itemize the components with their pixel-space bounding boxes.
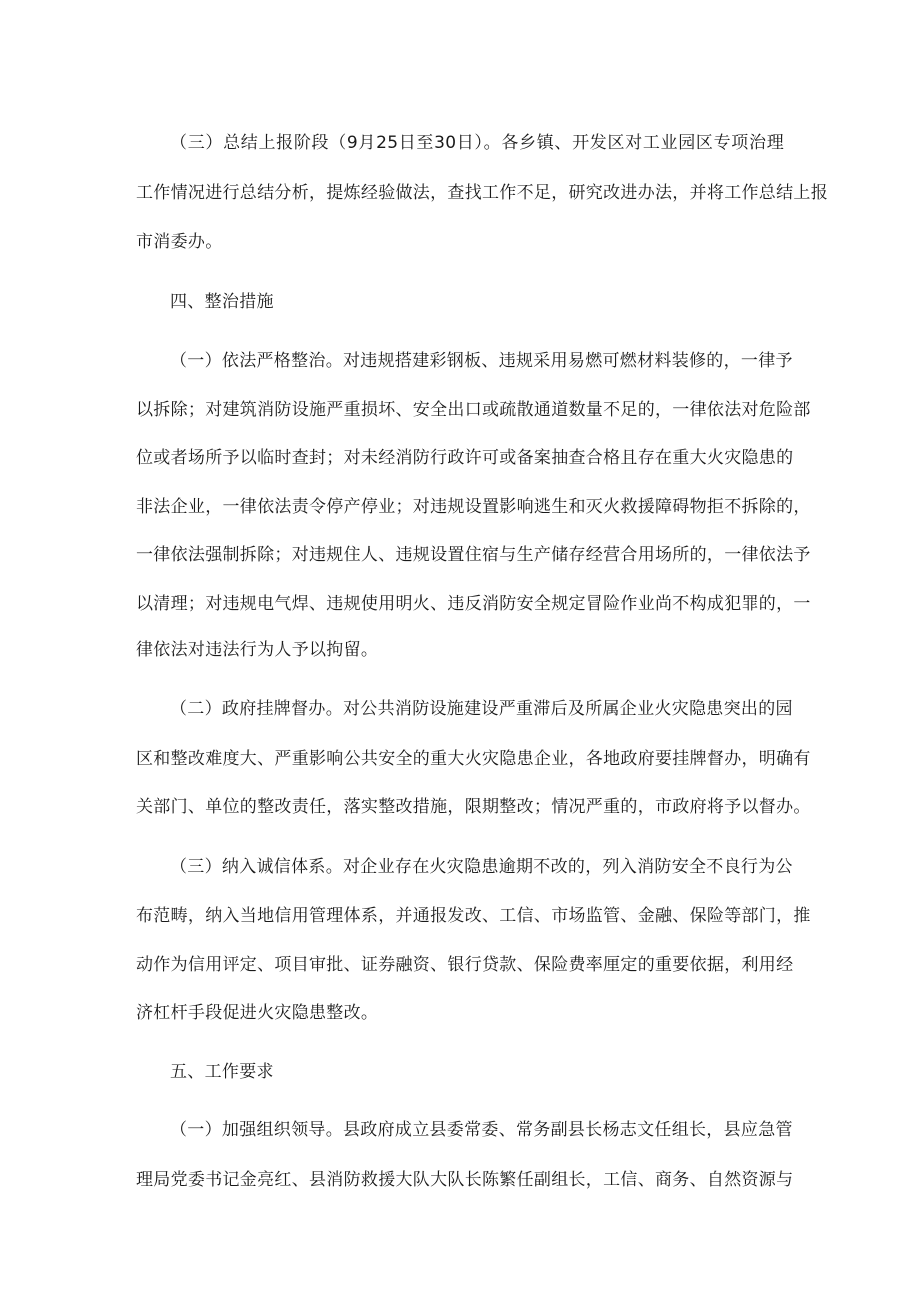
- paragraph-measure2-line-1: （二）政府挂牌督办。对公共消防设施建设严重滞后及所属企业火灾隐患突出的园: [170, 699, 793, 719]
- paragraph-measure3-line-1: （三）纳入诚信体系。对企业存在火灾隐患逾期不改的，列入消防安全不良行为公: [170, 857, 793, 877]
- paragraph-measure1-line-7: 律依法对违法行为人予以拘留。: [136, 640, 379, 660]
- paragraph-summary-line-2: 工作情况进行总结分析，提炼经验做法，查找工作不足，研究改进办法，并将工作总结上报: [136, 183, 828, 203]
- paragraph-measure2-line-2: 区和整改难度大、严重影响公共安全的重大火灾隐患企业，各地政府要挂牌督办，明确有: [136, 749, 811, 769]
- paragraph-measure3-line-2: 布范畴，纳入当地信用管理体系，并通报发改、工信、市场监管、金融、保险等部门，推: [136, 906, 811, 926]
- paragraph-measure1-line-3: 位或者场所予以临时查封；对未经消防行政许可或备案抽查合格且存在重大火灾隐患的: [136, 448, 794, 468]
- paragraph-summary-line-1: （三）总结上报阶段（9月25日至30日）。各乡镇、开发区对工业园区专项治理: [170, 133, 784, 153]
- paragraph-requirement1-line-2: 理局党委书记金亮红、县消防救援大队大队长陈繁任副组长，工信、商务、自然资源与: [136, 1170, 794, 1190]
- section-heading-requirements: 五、工作要求: [170, 1062, 274, 1082]
- paragraph-summary-line-3: 市消委办。: [136, 232, 223, 252]
- paragraph-measure1-line-4: 非法企业，一律依法责令停产停业；对违规设置影响逃生和灭火救援障碍物拒不拆除的，: [136, 497, 811, 517]
- paragraph-measure1-line-2: 以拆除；对建筑消防设施严重损坏、安全出口或疏散通道数量不足的，一律依法对危险部: [136, 400, 811, 420]
- section-heading-measures: 四、整治措施: [170, 292, 274, 312]
- paragraph-requirement1-line-1: （一）加强组织领导。县政府成立县委常委、常务副县长杨志文任组长，县应急管: [170, 1120, 793, 1140]
- paragraph-measure1-line-1: （一）依法严格整治。对违规搭建彩钢板、违规采用易燃可燃材料装修的，一律予: [170, 351, 793, 371]
- paragraph-measure1-line-5: 一律依法强制拆除；对违规住人、违规设置住宿与生产储存经营合用场所的，一律依法予: [136, 545, 811, 565]
- paragraph-measure1-line-6: 以清理；对违规电气焊、违规使用明火、违反消防安全规定冒险作业尚不构成犯罪的，一: [136, 594, 811, 614]
- paragraph-measure2-line-3: 关部门、单位的整改责任，落实整改措施，限期整改；情况严重的，市政府将予以督办。: [136, 797, 811, 817]
- paragraph-measure3-line-3: 动作为信用评定、项目审批、证券融资、银行贷款、保险费率厘定的重要依据，利用经: [136, 955, 794, 975]
- paragraph-measure3-line-4: 济杠杆手段促进火灾隐患整改。: [136, 1003, 379, 1023]
